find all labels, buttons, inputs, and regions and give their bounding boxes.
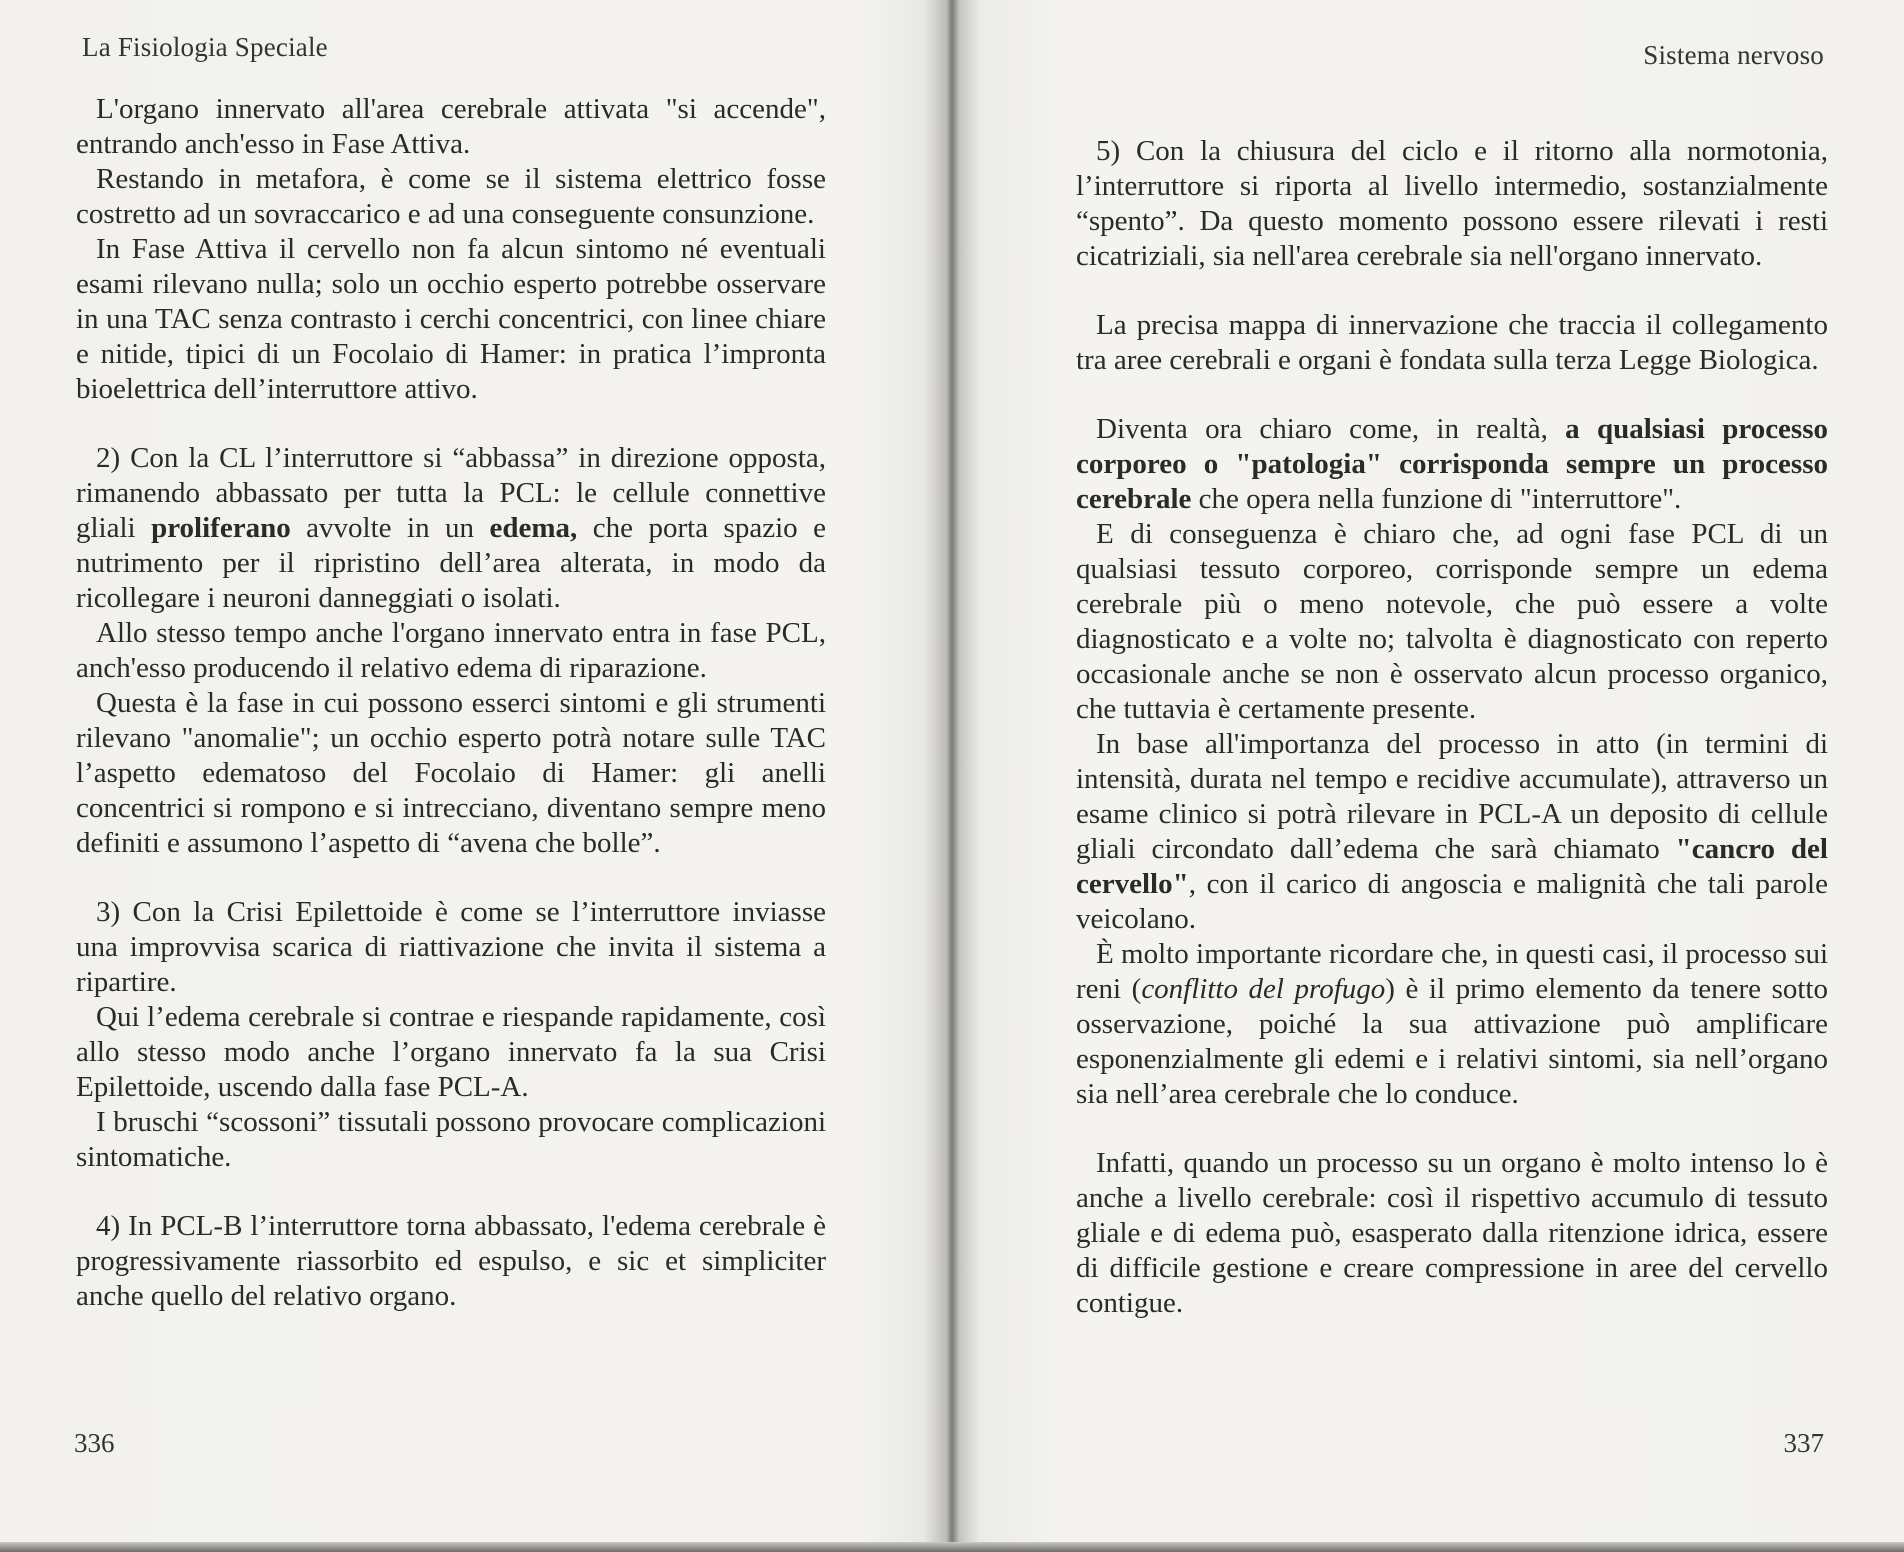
paragraph-gap — [76, 407, 826, 441]
page-body — [1076, 134, 1828, 1321]
page-number: 337 — [1783, 1428, 1824, 1458]
paragraph — [1076, 412, 1828, 517]
text-run: che porta spazio e nutrimento per il ripristino dell’area alterata, in modo da ricollegare i neuroni danneggiati o isolati. — [76, 512, 826, 614]
text-run: 3) Con la Crisi Epilettoide è come se l’interruttore inviasse una improvvisa scarica di riattivazione che invita il sistema a ripartire. — [76, 896, 826, 998]
italic-text: conflitto del profugo — [1141, 973, 1386, 1005]
paragraph-gap — [1076, 378, 1828, 412]
text-run: Restando in metafora, è come se il sistema elettrico fosse costretto ad un sovraccarico e ad una conseguente consunzione. — [76, 163, 826, 230]
text-run: , con il carico di angoscia e malignità che tali parole veicolano. — [1076, 868, 1828, 935]
paragraph-gap — [1076, 274, 1828, 308]
paragraph — [1076, 517, 1828, 727]
paragraph — [76, 686, 826, 861]
bold-text: proliferano — [151, 512, 291, 544]
bold-text: "cancro del cervello" — [1076, 833, 1828, 900]
text-run: Qui l’edema cerebrale si contrae e riespande rapidamente, così allo stesso modo anche l’organo innervato fa la sua Crisi Epilettoide, uscendo dalla fase PCL-A. — [76, 1001, 826, 1103]
paragraph — [76, 895, 826, 1000]
text-run: La precisa mappa di innervazione che traccia il collegamento tra aree cerebrali e organi è fondata sulla terza Legge Biologica. — [1076, 309, 1828, 376]
page-bottom-edge — [0, 1542, 1904, 1552]
paragraph — [1076, 1146, 1828, 1321]
page-number: 336 — [74, 1428, 115, 1458]
paragraph — [76, 1105, 826, 1175]
running-head: La Fisiologia Speciale — [82, 32, 328, 62]
text-run: che opera nella funzione di "interruttore". — [1191, 483, 1682, 515]
page-body — [76, 92, 826, 1314]
paragraph-gap — [1076, 1112, 1828, 1146]
text-run: avvolte in un — [290, 512, 490, 544]
paragraph — [76, 1000, 826, 1105]
text-run: E di conseguenza è chiaro che, ad ogni fase PCL di un qualsiasi tessuto corporeo, corrisponde sempre un edema cerebrale più o meno notevole, che può essere a volte diagnosticato e a volte no; talvolta è diagnosticato con reperto occasionale anche se non è osservato alcun processo organico, che tuttavia è certamente presente. — [1076, 518, 1828, 725]
text-run: Diventa ora chiaro come, in realtà, — [1096, 413, 1566, 445]
paragraph — [76, 162, 826, 232]
text-run: 4) In PCL-B l’interruttore torna abbassato, l'edema cerebrale è progressivamente riassorbito ed espulso, e sic et simpliciter anche quello del relativo organo. — [76, 1210, 826, 1312]
paragraph — [1076, 134, 1828, 274]
text-run: Allo stesso tempo anche l'organo innervato entra in fase PCL, anch'esso producendo il relativo edema di riparazione. — [76, 617, 826, 684]
text-run: Infatti, quando un processo su un organo è molto intenso lo è anche a livello cerebrale: così il rispettivo accumulo di tessuto gliale e di edema può, esasperato dalla ritenzione idrica, essere di difficile gestione e creare compressione in aree del cervello contigue. — [1076, 1147, 1828, 1319]
paragraph — [76, 232, 826, 407]
text-run: In base all'importanza del processo in atto (in termini di intensità, durata nel tempo e recidive accumulate), attraverso un esame clinico si potrà rilevare in PCL-A un deposito di cellule gliali circondato dall’edema che sarà chiamato — [1076, 728, 1828, 865]
paragraph — [1076, 937, 1828, 1112]
text-run: 2) Con la CL l’interruttore si “abbassa” in direzione opposta, rimanendo abbassato per tutta la PCL: le cellule connettive gliali — [76, 442, 826, 544]
paragraph — [76, 92, 826, 162]
paragraph — [1076, 727, 1828, 937]
paragraph — [76, 616, 826, 686]
running-head: Sistema nervoso — [1643, 40, 1824, 70]
paragraph — [76, 441, 826, 616]
text-run: 5) Con la chiusura del ciclo e il ritorno alla normotonia, l’interruttore si riporta al livello intermedio, sostanzialmente “spento”. Da questo momento possono essere rilevati i resti cicatriziali, sia nell'area cerebrale sia nell'organo innervato. — [1076, 135, 1828, 272]
text-run: È molto importante ricordare che, in questi casi, il processo sui reni ( — [1076, 938, 1828, 1005]
text-run: ) è il primo elemento da tenere sotto osservazione, poiché la sua attivazione può amplificare esponenzialmente gli edemi e i relativi sintomi, sia nell’organo sia nell’area cerebrale che lo conduce. — [1076, 973, 1828, 1110]
paragraph-gap — [76, 861, 826, 895]
right-page — [952, 0, 1904, 1552]
bold-text: a qualsiasi processo corporeo o "patologia" corrisponda sempre un processo cerebrale — [1076, 413, 1829, 515]
paragraph — [1076, 308, 1828, 378]
bold-text: edema, — [489, 512, 578, 544]
text-run: L'organo innervato all'area cerebrale attivata "si accende", entrando anch'esso in Fase Attiva. — [76, 93, 826, 160]
text-run: I bruschi “scossoni” tissutali possono provocare complicazioni sintomatiche. — [76, 1106, 826, 1173]
paragraph — [76, 1209, 826, 1314]
paragraph-gap — [76, 1175, 826, 1209]
text-run: Questa è la fase in cui possono esserci sintomi e gli strumenti rilevano "anomalie"; un occhio esperto potrà notare sulle TAC l’aspetto edematoso del Focolaio di Hamer: gli anelli concentrici si rompono e si intrecciano, diventano sempre meno definiti e assumono l’aspetto di “avena che bolle”. — [76, 687, 826, 859]
text-run: In Fase Attiva il cervello non fa alcun sintomo né eventuali esami rilevano nulla; solo un occhio esperto potrebbe osservare in una TAC senza contrasto i cerchi concentrici, con linee chiare e nitide, tipici di un Focolaio di Hamer: in pratica l’impronta bioelettrica dell’interruttore attivo. — [76, 233, 826, 405]
